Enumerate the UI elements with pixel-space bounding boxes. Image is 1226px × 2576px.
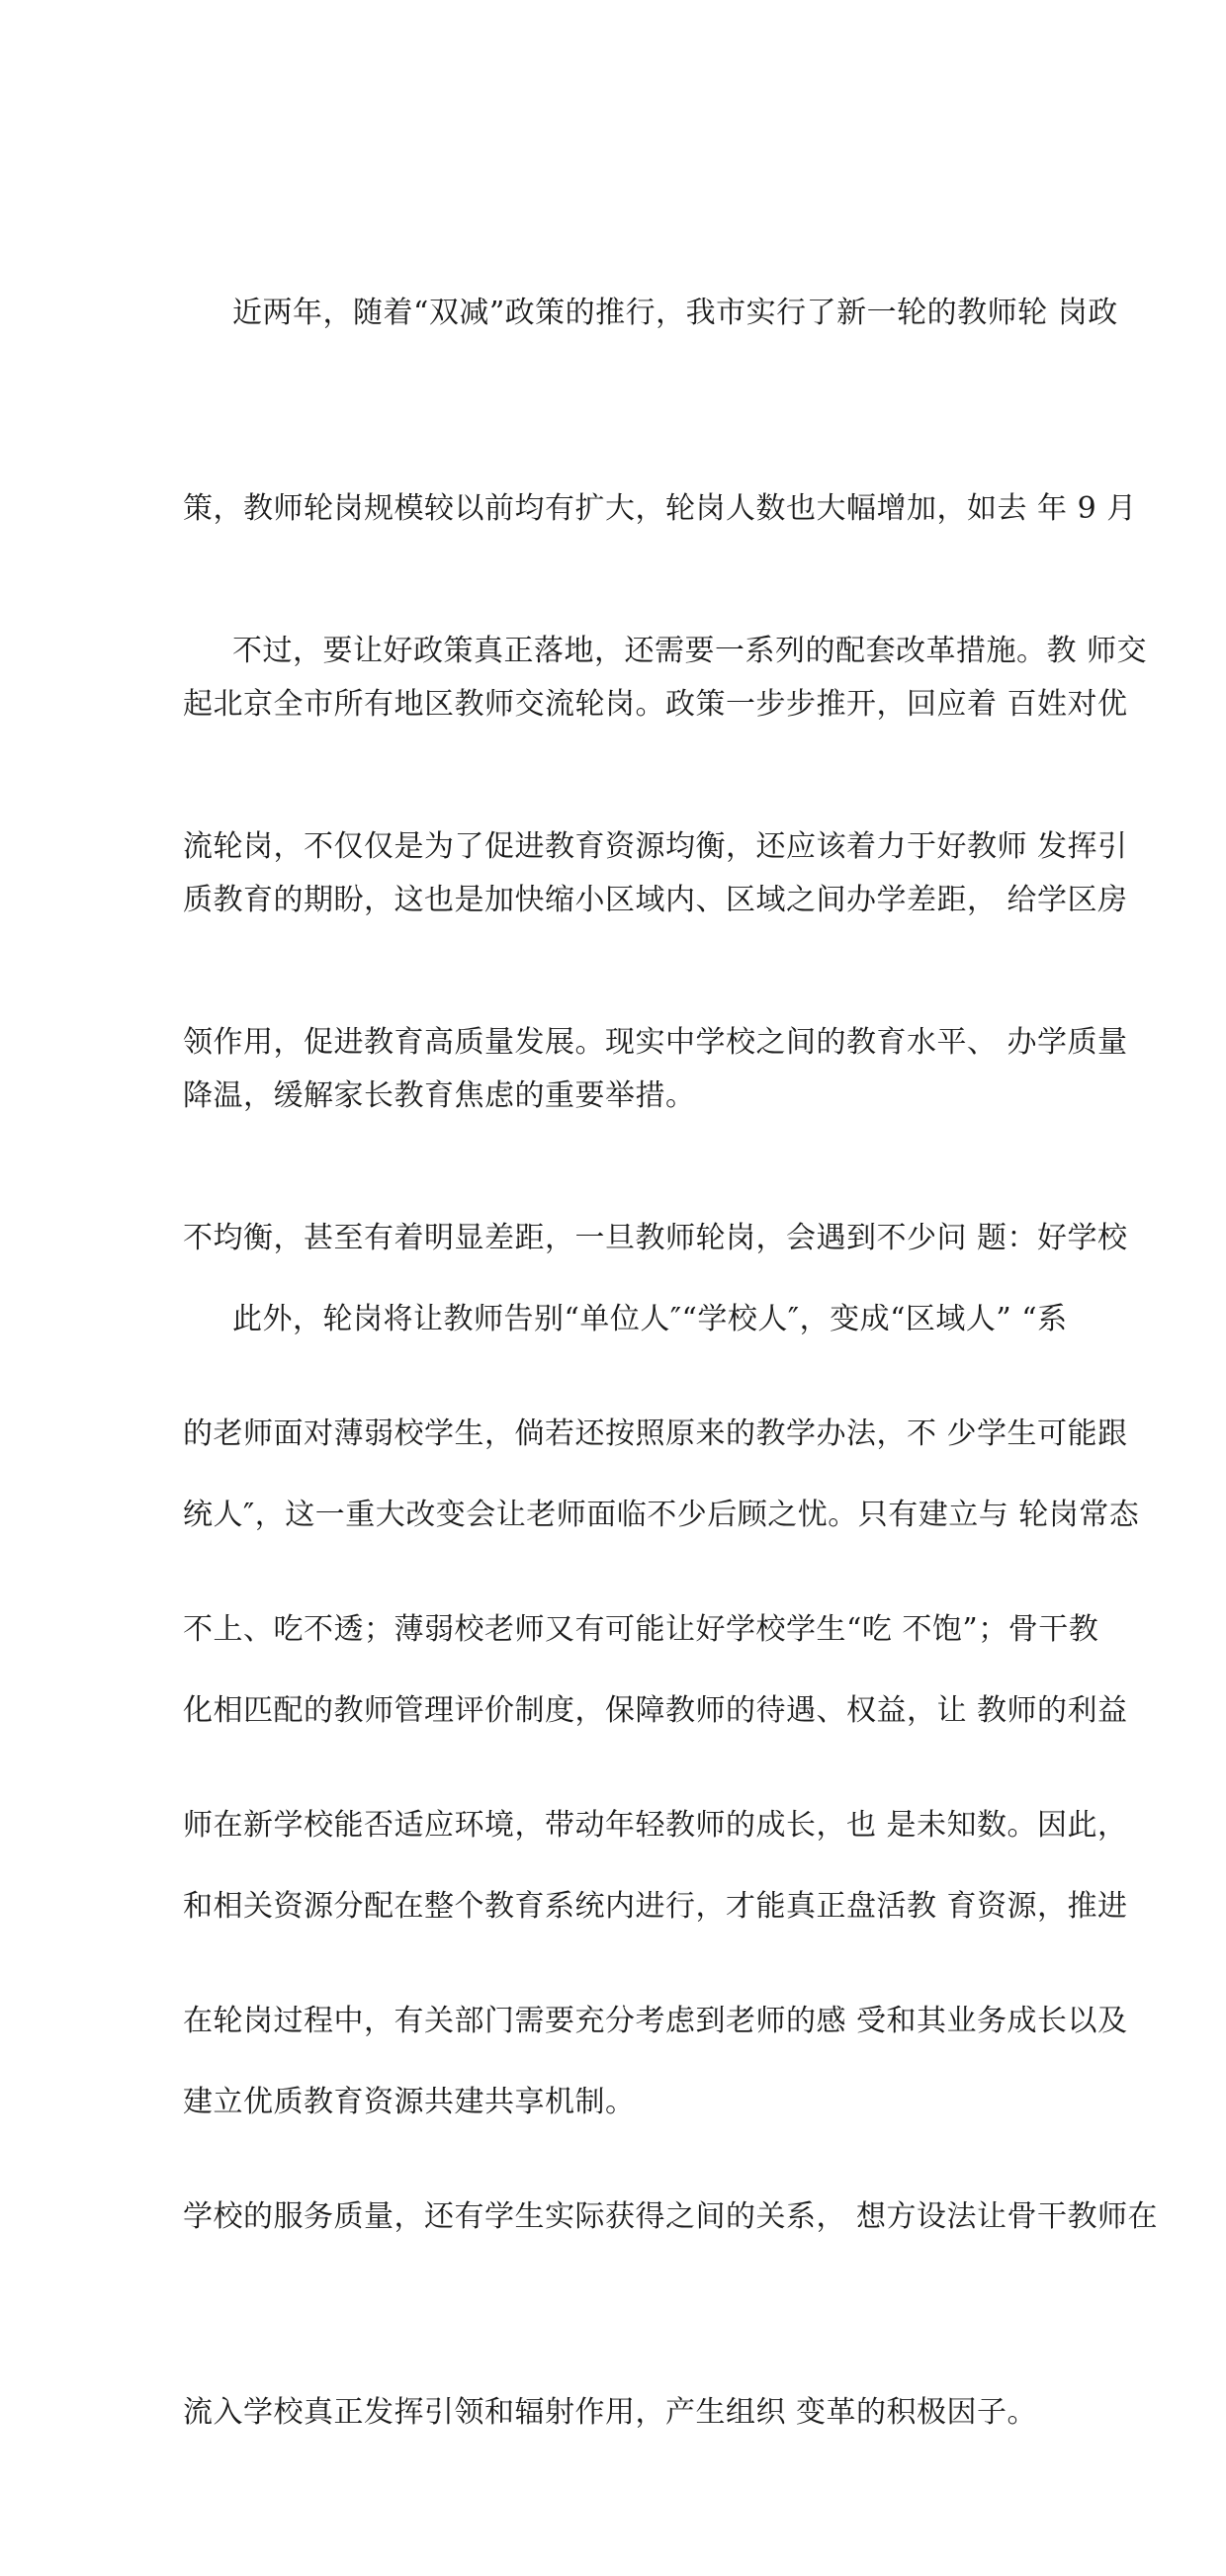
paragraph-line: 和相关资源分配在整个教育系统内进行，才能真正盘活教 育资源，推进 bbox=[183, 1889, 1128, 1924]
paragraph-line: 起北京全市所有地区教师交流轮岗。政策一步步推开，回应着 百姓对优 bbox=[183, 687, 1128, 722]
paragraph-line: 此外，轮岗将让教师告别“单位人″“学校人″，变成“区域人” “系 bbox=[232, 1302, 1068, 1336]
paragraph-line: 降温，缓解家长教育焦虑的重要举措。 bbox=[183, 1078, 696, 1113]
paragraph-line: 师在新学校能否适应环境，带动年轻教师的成长，也 是未知数。因此， bbox=[183, 1808, 1128, 1843]
paragraph-line: 学校的服务质量，还有学生实际获得之间的关系， 想方设法让骨干教师在 bbox=[183, 2199, 1159, 2234]
paragraph-line: 化相匹配的教师管理评价制度，保障教师的待遇、权益，让 教师的利益 bbox=[183, 1693, 1128, 1728]
paragraph-line: 策，教师轮岗规模较以前均有扩大，轮岗人数也大幅增加，如去 年 9 月 bbox=[183, 491, 1137, 526]
paragraph-line: 领作用，促进教育高质量发展。现实中学校之间的教育水平、 办学质量 bbox=[183, 1025, 1128, 1060]
paragraph-line: 流入学校真正发挥引领和辐射作用，产生组织 变革的积极因子。 bbox=[183, 2395, 1038, 2430]
paragraph-line: 质教育的期盼，这也是加快缩小区域内、区域之间办学差距， 给学区房 bbox=[183, 883, 1128, 917]
paragraph-line: 流轮岗，不仅仅是为了促进教育资源均衡，还应该着力于好教师 发挥引 bbox=[183, 829, 1128, 864]
paragraph-line: 建立优质教育资源共建共享机制。 bbox=[183, 2085, 636, 2119]
paragraph-line: 的老师面对薄弱校学生，倘若还按照原来的教学办法，不 少学生可能跟 bbox=[183, 1417, 1128, 1451]
paragraph-line: 在轮岗过程中，有关部门需要充分考虑到老师的感 受和其业务成长以及 bbox=[183, 2004, 1128, 2038]
paragraph-3 bbox=[183, 1157, 1159, 2266]
paragraph-line: 不均衡，甚至有着明显差距，一旦教师轮岗，会遇到不少问 题：好学校 bbox=[183, 1221, 1128, 1255]
paragraph-line: 不过，要让好政策真正落地，还需要一系列的配套改革措施。教 师交 bbox=[232, 634, 1148, 668]
paragraph-line: 不上、吃不透；薄弱校老师又有可能让好学校学生“吃 不饱”；骨干教 bbox=[183, 1612, 1099, 1647]
paragraph-line: 统人″，这一重大改变会让老师面临不少后顾之忧。只有建立与 轮岗常态 bbox=[183, 1498, 1140, 1532]
paragraph-line: 近两年，随着“双减”政策的推行，我市实行了新一轮的教师轮 岗政 bbox=[232, 296, 1118, 330]
